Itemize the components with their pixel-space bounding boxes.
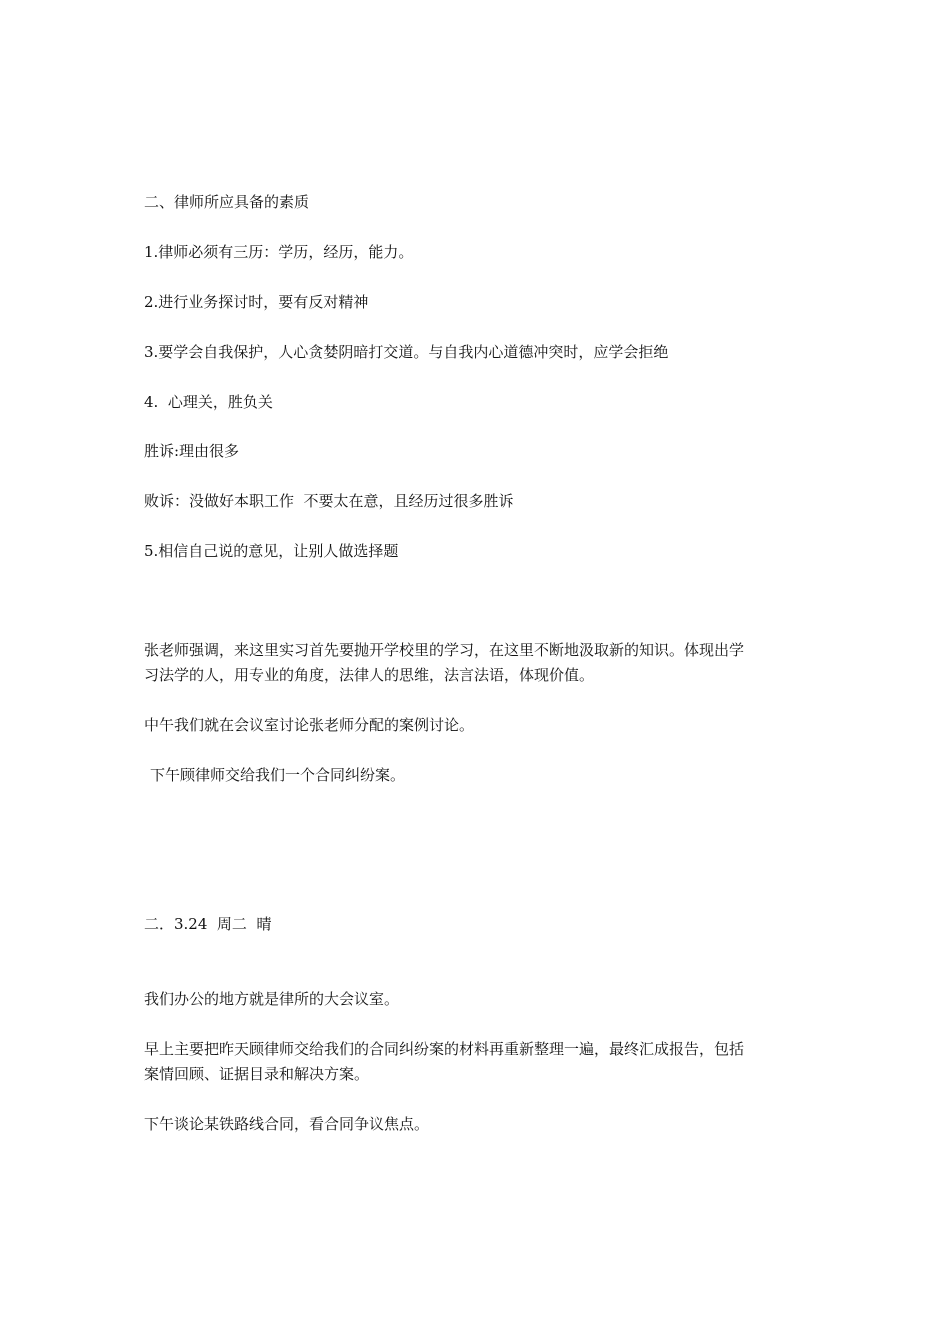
paragraph-line: 习法学的人，用专业的角度，法律人的思维，法言法语，体现价值。 <box>144 666 595 684</box>
list-item: 胜诉:理由很多 <box>144 442 240 460</box>
list-item: 4. 心理关，胜负关 <box>144 393 273 411</box>
paragraph: 我们办公的地方就是律所的大会议室。 <box>144 990 400 1008</box>
paragraph-line: 案情回顾、证据目录和解决方案。 <box>144 1065 370 1083</box>
list-item: 5.相信自己说的意见，让别人做选择题 <box>144 542 399 560</box>
list-item: 2.进行业务探讨时，要有反对精神 <box>144 293 369 311</box>
paragraph: 下午顾律师交给我们一个合同纠纷案。 <box>150 766 406 784</box>
paragraph: 下午谈论某铁路线合同，看合同争议焦点。 <box>144 1115 430 1133</box>
paragraph-line: 张老师强调，来这里实习首先要抛开学校里的学习，在这里不断地汲取新的知识。体现出学 <box>144 641 745 659</box>
list-item: 败诉：没做好本职工作 不要太在意，且经历过很多胜诉 <box>144 492 514 510</box>
section-heading: 二．3.24 周二 晴 <box>144 915 272 933</box>
paragraph-line: 早上主要把昨天顾律师交给我们的合同纠纷案的材料再重新整理一遍，最终汇成报告，包括 <box>144 1040 745 1058</box>
paragraph: 中午我们就在会议室讨论张老师分配的案例讨论。 <box>144 716 475 734</box>
list-item: 3.要学会自我保护，人心贪婪阴暗打交道。与自我内心道德冲突时，应学会拒绝 <box>144 343 669 361</box>
section-heading: 二、律师所应具备的素质 <box>144 193 310 211</box>
list-item: 1.律师必须有三历：学历，经历，能力。 <box>144 243 414 261</box>
